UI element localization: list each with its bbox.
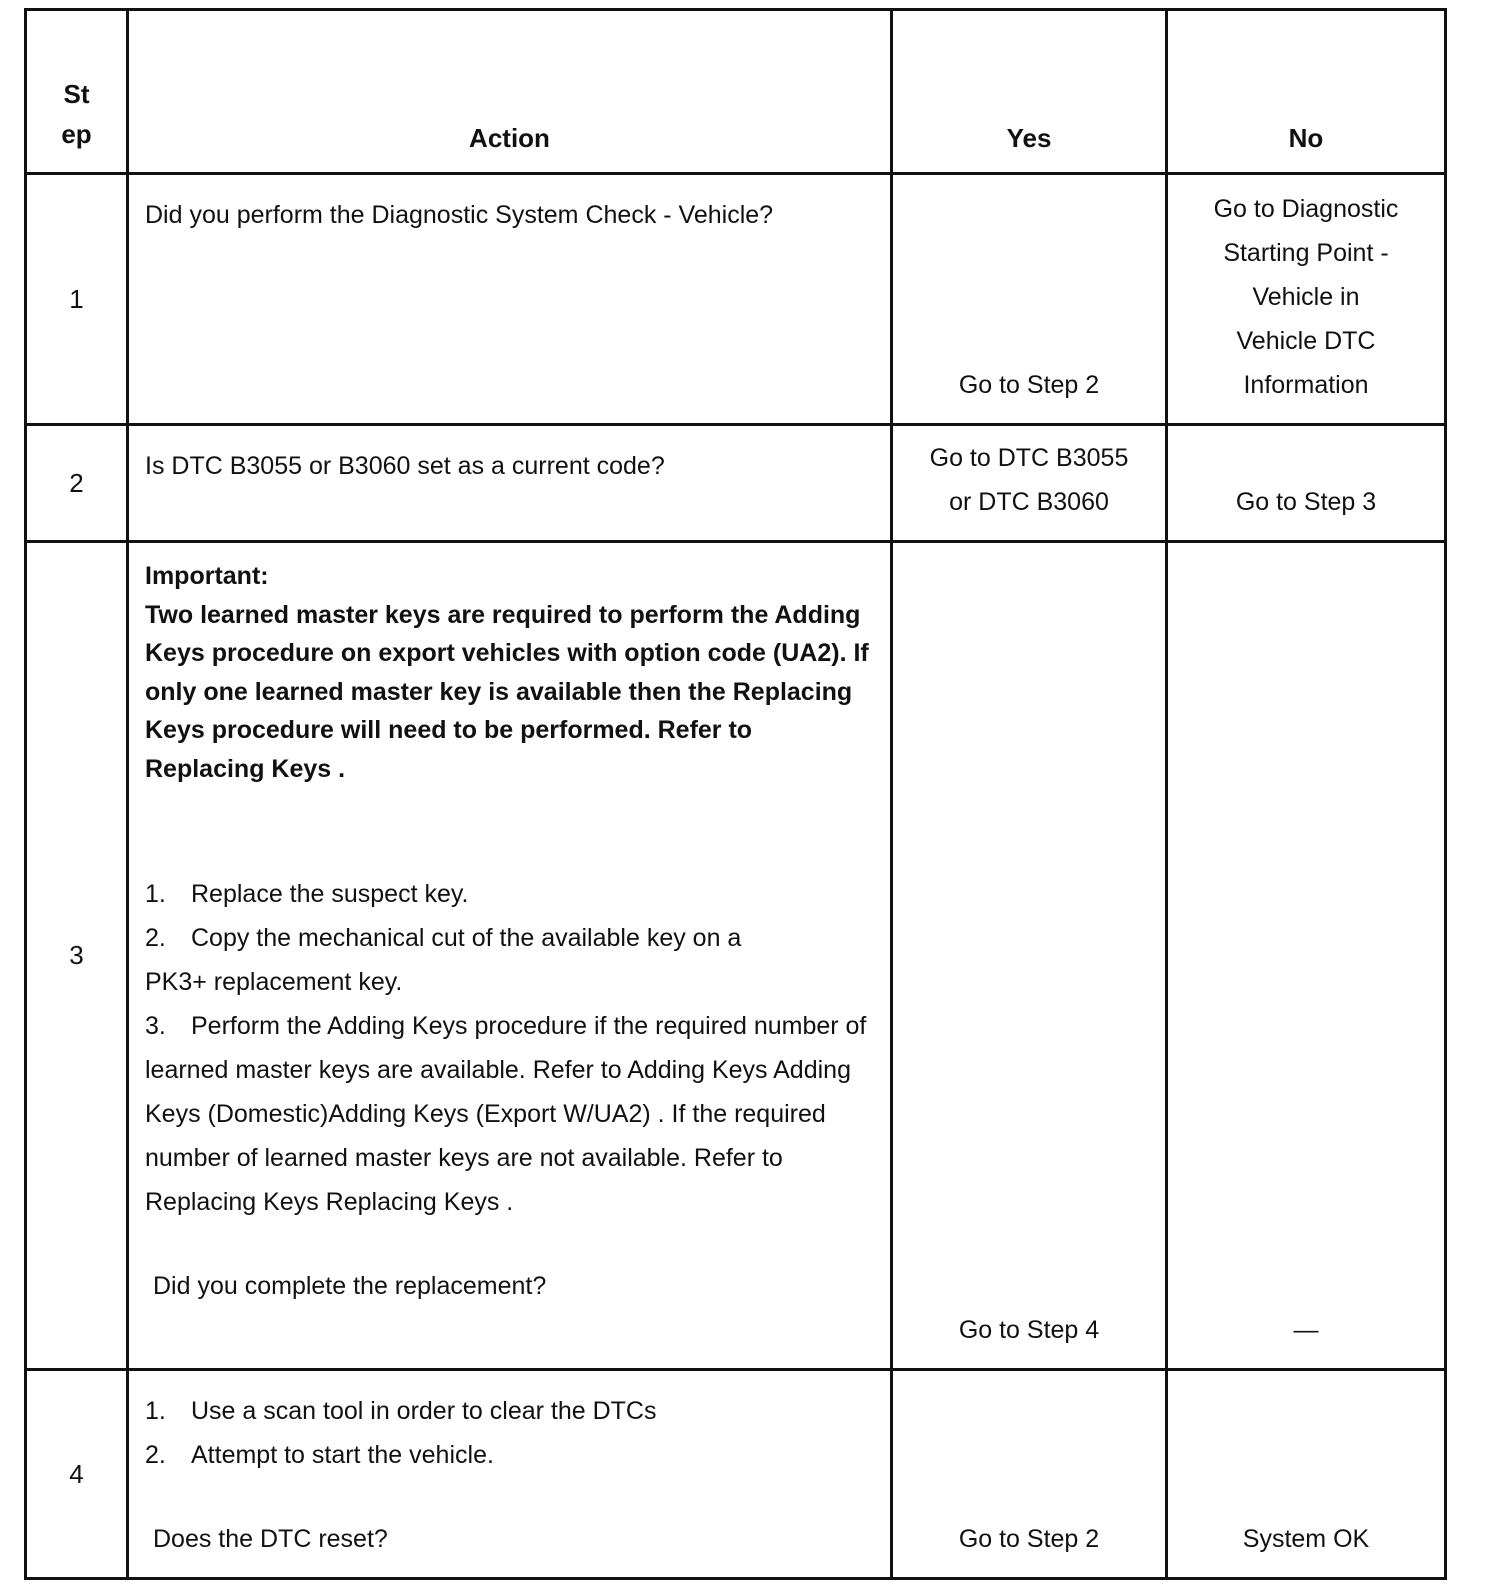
action-text: Is DTC B3055 or B3060 set as a current code? — [145, 452, 665, 480]
important-note — [145, 557, 878, 788]
list-item — [145, 872, 878, 916]
important-text: Two learned master keys are required to perform the Adding Keys procedure on export vehicles with option code (UA2). If only one learned master key is available then the Replacing Keys procedure will need to be performed. Refer to Replacing Keys . — [145, 600, 869, 783]
header-step-line2: ep — [61, 119, 92, 149]
item-text: Attempt to start the vehicle. — [191, 1441, 494, 1469]
item-number: 3. — [145, 1012, 166, 1040]
item-text: Replace the suspect key. — [191, 880, 469, 908]
no-line: Vehicle DTC — [1236, 327, 1376, 355]
list-item — [145, 1004, 878, 1224]
action-cell — [128, 1370, 892, 1579]
no-cell: Go to Step 3 — [1167, 425, 1446, 542]
important-label: Important: — [145, 562, 269, 590]
action-text: Did you perform the Diagnostic System Check - Vehicle? — [145, 201, 774, 229]
diagnostic-steps-table — [24, 8, 1447, 1580]
action-cell — [128, 425, 892, 542]
table-row — [26, 1370, 1446, 1579]
yes-line: or DTC B3060 — [949, 488, 1109, 516]
no-line: Starting Point - — [1223, 239, 1389, 267]
table-row — [26, 174, 1446, 425]
question: Does the DTC reset? — [153, 1525, 388, 1553]
table-row — [26, 425, 1446, 542]
item-number: 1. — [145, 880, 166, 908]
step-number: 2 — [26, 425, 128, 542]
yes-cell: Go to Step 2 — [892, 174, 1167, 425]
step-number: 4 — [26, 1370, 128, 1579]
header-step-line1: St — [63, 79, 90, 109]
table-row — [26, 542, 1446, 1370]
action-cell — [128, 542, 892, 1370]
item-text: Use a scan tool in order to clear the DTCs — [191, 1397, 657, 1425]
item-number: 2. — [145, 1441, 166, 1469]
question: Did you complete the replacement? — [153, 1272, 547, 1300]
no-cell: System OK — [1167, 1370, 1446, 1579]
action-cell — [128, 174, 892, 425]
header-action: Action — [128, 10, 892, 174]
no-line: Vehicle in — [1252, 283, 1360, 311]
no-line: Information — [1243, 371, 1369, 399]
item-number: 2. — [145, 924, 166, 952]
yes-line: Go to DTC B3055 — [929, 444, 1129, 472]
header-row — [26, 10, 1446, 174]
yes-cell — [892, 425, 1167, 542]
list-item — [145, 1389, 878, 1433]
list-item — [145, 916, 878, 1004]
yes-cell: Go to Step 2 — [892, 1370, 1167, 1579]
header-yes: Yes — [892, 10, 1167, 174]
item-text: Perform the Adding Keys procedure if the required number of learned master keys are available. Refer to Adding Keys Adding Keys (Domestic)Adding Keys (Export W/UA2) . If the required number of learned master keys are not available. Refer to Replacing Keys Replacing Keys . — [145, 1012, 867, 1216]
yes-cell: Go to Step 4 — [892, 542, 1167, 1370]
step-number: 3 — [26, 542, 128, 1370]
no-cell: — — [1167, 542, 1446, 1370]
header-no: No — [1167, 10, 1446, 174]
no-cell — [1167, 174, 1446, 425]
no-line: Go to Diagnostic — [1213, 195, 1399, 223]
header-step — [26, 10, 128, 174]
step-number: 1 — [26, 174, 128, 425]
list-item — [145, 1433, 878, 1477]
item-text: Copy the mechanical cut of the available key on a PK3+ replacement key. — [145, 924, 742, 996]
item-number: 1. — [145, 1397, 166, 1425]
